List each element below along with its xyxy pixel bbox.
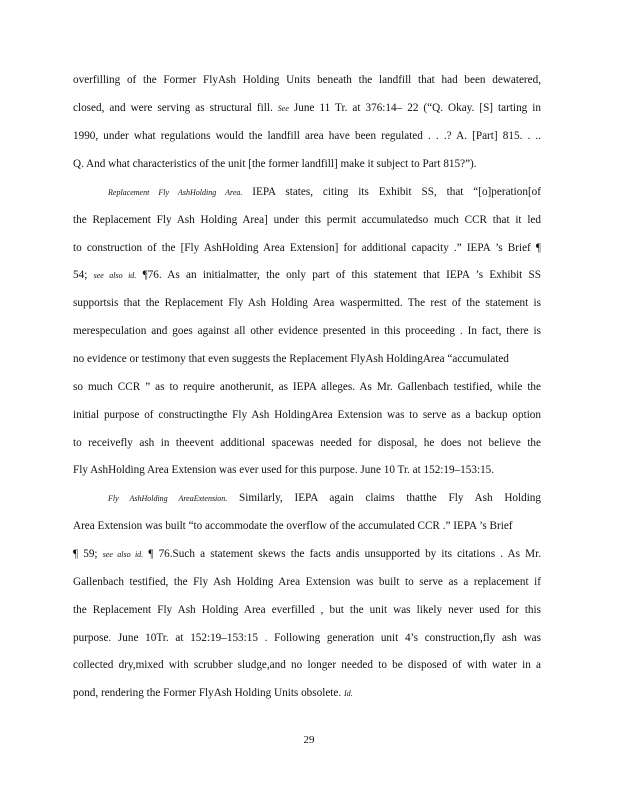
text-segment: ¶76. As an initialmatter, the only part of this statement that IEPA ’s Exhibit SS xyxy=(136,269,542,281)
italic-text: Fly AshHolding AreaExtension. xyxy=(108,494,228,503)
italic-text: See xyxy=(277,104,289,113)
text-segment: purpose. June 10Tr. at 152:19–153:15 . Following generation unit 4’s construction,fly ash was xyxy=(73,632,541,644)
text-segment: merespeculation and goes against all other evidence presented in this proceeding . In fact, there is xyxy=(73,325,541,337)
page-number: 29 xyxy=(303,734,315,746)
text-line xyxy=(73,101,541,116)
text-segment: Fly AshHolding Area Extension was ever used for this purpose. June 10 Tr. at 152:19–153:15. xyxy=(73,464,495,476)
text-segment: closed, and were serving as structural fill. xyxy=(73,102,278,114)
text-line xyxy=(73,268,541,283)
text-line xyxy=(73,73,541,87)
text-segment: IEPA states, citing its Exhibit SS, that “[o]peration[of xyxy=(242,186,541,198)
text-line xyxy=(73,436,541,450)
text-line xyxy=(108,491,541,506)
italic-text: Replacement Fly AshHolding Area. xyxy=(108,188,243,197)
text-segment: collected dry,mixed with scrubber sludge,and no longer needed to be disposed of with water in a xyxy=(73,659,541,671)
text-line xyxy=(73,296,541,310)
text-line xyxy=(73,324,541,338)
text-segment: so much CCR ” as to require anotherunit, as IEPA alleges. As Mr. Gallenbach testified, while the xyxy=(73,381,541,393)
italic-text: see also id. xyxy=(102,550,144,559)
text-segment: pond, rendering the Former FlyAsh Holding Units obsolete. xyxy=(73,687,344,699)
text-line xyxy=(73,157,541,171)
text-line xyxy=(73,129,541,143)
text-line xyxy=(108,185,541,200)
text-line xyxy=(73,519,541,533)
text-line xyxy=(73,380,541,394)
text-line xyxy=(73,686,541,701)
text-segment: the Replacement Fly Ash Holding Area] under this permit accumulatedso much CCR that it led xyxy=(73,214,541,226)
text-segment: supportsis that the Replacement Fly Ash Holding Area waspermitted. The rest of the statement is xyxy=(73,297,541,309)
text-segment: ¶ 76.Such a statement skews the facts andis unsupported by its citations . As Mr. xyxy=(143,548,541,560)
italic-text: see also id. xyxy=(93,271,137,280)
text-segment: Gallenbach testified, the Fly Ash Holding Area Extension was built to serve as a replacement if xyxy=(73,576,541,588)
text-line xyxy=(73,241,541,255)
text-segment: 1990, under what regulations would the landfill area have been regulated . . .? A. [Part] 815. . .. xyxy=(73,130,541,142)
text-line xyxy=(73,213,541,227)
text-line xyxy=(73,575,541,589)
text-segment: overfilling of the Former FlyAsh Holding Units beneath the landfill that had been dewatered, xyxy=(73,74,541,86)
text-segment: no evidence or testimony that even suggests the Replacement FlyAsh HoldingArea “accumulated xyxy=(73,353,509,365)
text-line xyxy=(73,631,541,645)
text-segment: 54; xyxy=(73,269,94,281)
text-segment: ¶ 59; xyxy=(73,548,103,560)
text-segment: Q. And what characteristics of the unit [the former landfill] make it subject to Part 815?”). xyxy=(73,158,477,170)
text-line xyxy=(73,352,541,366)
text-line xyxy=(73,463,541,477)
italic-text: Id. xyxy=(343,689,353,698)
text-line xyxy=(73,408,541,422)
text-segment: to construction of the [Fly AshHolding Area Extension] for additional capacity .” IEPA ’s Brief ¶ xyxy=(73,242,541,254)
text-segment: Area Extension was built “to accommodate the overflow of the accumulated CCR .” IEPA ’s Brief xyxy=(73,520,513,532)
text-segment: to receivefly ash in theevent additional spacewas needed for disposal, he does not believe the xyxy=(73,437,541,449)
text-line xyxy=(73,658,541,672)
text-segment: the Replacement Fly Ash Holding Area everfilled , but the unit was likely never used for this xyxy=(73,604,541,616)
text-line xyxy=(73,547,541,562)
text-segment: Similarly, IEPA again claims thatthe Fly Ash Holding xyxy=(227,492,541,504)
text-segment: initial purpose of constructingthe Fly Ash HoldingArea Extension was to serve as a backup option xyxy=(73,409,541,421)
text-segment: June 11 Tr. at 376:14– 22 (“Q. Okay. [S] tarting in xyxy=(288,102,541,114)
text-line xyxy=(73,603,541,617)
